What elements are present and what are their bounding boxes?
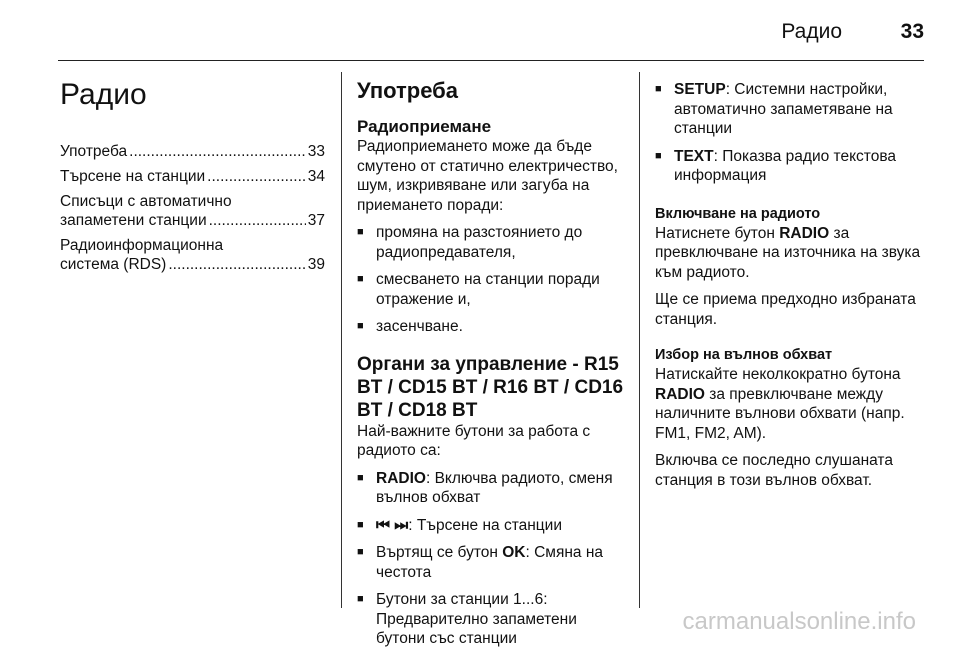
watermark: carmanualsonline.info — [682, 608, 916, 635]
page-header — [0, 0, 960, 62]
controls-intro: Най-важните бутони за работа с радиото са: — [357, 422, 591, 459]
toc-leader-dots — [209, 211, 306, 230]
column-divider — [341, 72, 342, 608]
text-run: Натиснете бутон — [655, 224, 780, 242]
list-item — [357, 543, 625, 582]
toc-item-page: 39 — [307, 256, 325, 273]
list-item-text: : Търсене на станции — [408, 516, 563, 534]
seek-icon: ⏮ ⏭ — [376, 516, 409, 534]
list-item: ■ засенчване. — [357, 317, 625, 337]
list-item-text: Въртящ се бутон — [376, 544, 503, 561]
list-item: ■ Бутони за станции 1...6: Предварително запаметени бутони със станции — [357, 590, 625, 649]
band-title: Избор на вълнов обхват — [655, 347, 833, 363]
toc-leader-dots — [168, 255, 305, 274]
list-item — [655, 147, 927, 186]
list-item-text: : Показва радио текстова информация — [674, 147, 897, 184]
toc-item-text: Търсене на станции — [60, 168, 206, 185]
reception-text: Радиоприемането може да бъде смутено от статично електричество, шум, изкривяване или загуба на приемането поради: — [357, 138, 618, 214]
chapter-title: Радио — [60, 78, 147, 111]
toc-item-page: 33 — [307, 143, 325, 160]
controls-list — [357, 469, 625, 649]
controls-list-cont — [655, 80, 927, 186]
text-key: TEXT — [674, 147, 714, 165]
setup-key: SETUP — [674, 81, 726, 98]
list-item — [357, 469, 625, 508]
toc-item-text: Употреба — [60, 143, 128, 160]
ok-key: OK — [502, 544, 526, 561]
column-divider — [639, 72, 640, 608]
toc-item-page: 34 — [307, 168, 325, 185]
toc-item[interactable] — [60, 192, 325, 230]
reception-title: Радиоприемане — [357, 117, 492, 136]
controls-title: Органи за управление - R15 BT / CD15 BT / R16 BT / CD16 BT / CD18 BT — [357, 353, 624, 421]
header-rule — [58, 60, 924, 61]
toc-item-text: запаметени станции — [60, 212, 207, 229]
usage-title: Употреба — [357, 78, 459, 103]
toc-item[interactable] — [60, 167, 325, 186]
band-text — [655, 365, 927, 443]
text-run: за превключване между наличните вълнови обхвати (напр. FM1, FM2, AM). — [655, 385, 905, 442]
toc-item-text: система (RDS) — [60, 256, 167, 273]
page-number: 33 — [900, 20, 924, 43]
list-item-text: : Смяна на честота — [376, 544, 604, 581]
list-item: ■ промяна на разстоянието до радиопредавателя, — [357, 223, 625, 262]
reception-list — [357, 223, 625, 337]
radio-key: RADIO — [655, 385, 705, 403]
toc-item-page: 37 — [307, 212, 325, 229]
band-note: Включва се последно слушаната станция в този вълнов обхват. — [655, 452, 893, 489]
toc-leader-dots — [129, 142, 306, 161]
list-item — [655, 80, 927, 139]
list-item-text: : Системни настройки, автоматично запаметяване на станции — [674, 81, 893, 137]
text-run: Натискайте неколкократно бутона — [655, 366, 901, 383]
toc-item-text-line1: Радиоинформационна — [60, 237, 224, 254]
text-run: за превключване на източника на звука към радиото. — [655, 224, 921, 281]
usage-column — [357, 70, 625, 657]
switch-on-note: Ще се приема предходно избраната станция. — [655, 291, 916, 328]
switch-on-text — [655, 224, 927, 283]
list-item-text: : Включва радиото, сменя вълнов обхват — [376, 469, 613, 506]
list-item — [357, 516, 625, 536]
toc-item[interactable] — [60, 236, 325, 274]
toc-item[interactable] — [60, 142, 325, 161]
toc-leader-dots — [207, 167, 306, 186]
list-item: ■ смесването на станции поради отражение и, — [357, 270, 625, 309]
toc-item-text-line1: Списъци с автоматично — [60, 193, 232, 210]
switch-on-title: Включване на радиото — [655, 205, 821, 222]
toc-column — [60, 70, 325, 280]
right-column — [655, 70, 927, 498]
radio-key: RADIO — [376, 469, 426, 487]
header-title: Радио — [781, 20, 842, 43]
radio-key: RADIO — [779, 224, 830, 242]
